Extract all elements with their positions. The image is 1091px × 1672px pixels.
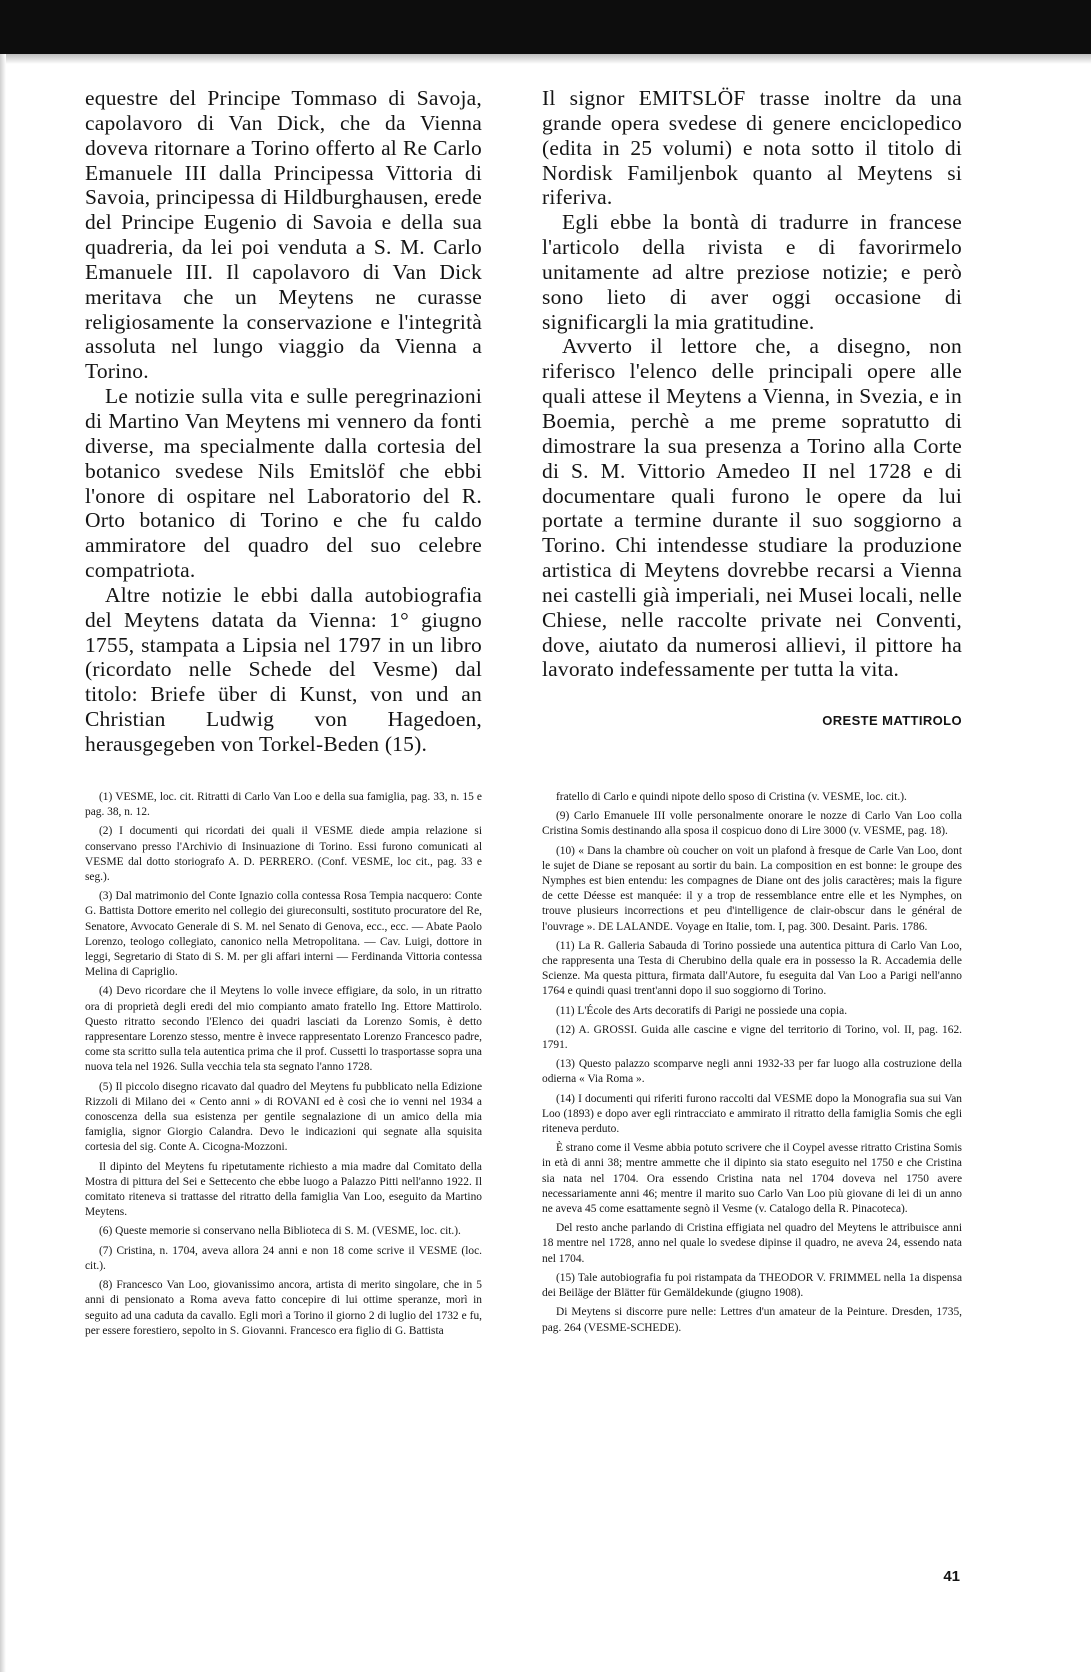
- left-page-edge: [0, 54, 6, 1672]
- footnote: (4) Devo ricordare che il Meytens lo volle invece effigiare, da solo, in un ritratto ora di proprietà degli eredi del mio compianto amato fratello Ing. Ettore Mattirolo. Questo ritratto secondo l'Elenco dei quadri lasciati da Lorenzo Somis, è detto rappresentare Lorenzo stesso, mentre è invece rappresentato Lorenzo Francesco padre, come sta scritto sulla tela autentica prima che il prof. Cussetti lo trasportasse sopra una nuova tela nel 1926. Sulla vecchia tela sta segnato l'anno 1728.: [85, 985, 482, 1074]
- paragraph: equestre del Principe Tommaso di Savoja, capolavoro di Van Dick, che da Vienna doveva ritornare a Torino offerto al Re Carlo Emanuele III dalla Principessa Vittoria di Savoia, principessa di Hildburghausen, erede del Principe Eugenio di Savoia e della sua quadreria, da lei poi venduta a S. M. Carlo Emanuele III. Il capolavoro di Van Dick meritava che un Meytens ne curasse religiosamente la conservazione e l'integrità assoluta nel lungo viaggio da Vienna a Torino.: [85, 86, 482, 384]
- footnote: (12) A. GROSSI. Guida alle cascine e vigne del territorio di Torino, vol. II, pag. 162. 1791.: [542, 1023, 962, 1052]
- footnote: (3) Dal matrimonio del Conte Ignazio colla contessa Rosa Tempia nacquero: Conte G. Battista Dottore emerito nel collegio dei giureconsulti, sostituto procuratore del Re, Senatore, Avvocato Generale di S. M. nel Senato di Genova, ecc., ecc. — Abate Paolo Lorenzo, teologo collegiato, canonico nella Metropolitana. — Cav. Luigi, dottore in leggi, Segretario di Stato di S. M. per gli affari interni — Ferdinanda Vittoria contessa Melina di Capriglio.: [85, 890, 482, 979]
- footnote: (1) VESME, loc. cit. Ritratti di Carlo Van Loo e della sua famiglia, pag. 33, n. 15 e pag. 38, n. 12.: [85, 791, 482, 819]
- paragraph: Avverto il lettore che, a disegno, non riferisco l'elenco delle principali opere alle quali attese il Meytens a Vienna, in Svezia, e in Boemia, perchè a me preme sopratutto di dimostrare la sua presenza a Torino alla Corte di S. M. Vittorio Amedeo II nel 1728 e di documentare quali furono le opere da lui portate a termine durante il suo soggiorno a Torino. Chi intendesse studiare la produzione artistica di Meytens dovrebbe recarsi a Vienna nei castelli già imperiali, nei Musei locali, nelle Chiese, nelle raccolte private nei Conventi, dove, aiutato da numerosi allievi, il pittore ha lavorato indefessamente per tutta la vita.: [542, 334, 962, 682]
- footnote: Il dipinto del Meytens fu ripetutamente richiesto a mia madre dal Comitato della Mostra di pittura del Sei e Settecento che ebbe luogo a Palazzo Pitti nell'anno 1922. Il comitato riteneva si trattasse del ritratto della famiglia Van Loo, eseguito da Martino Meytens.: [85, 1160, 482, 1219]
- paragraph: Egli ebbe la bontà di tradurre in francese l'articolo della rivista e di favorirmelo unitamente ad altre preziose notizie; e però sono lieto di aver oggi occasione di significargli la mia gratitudine.: [542, 210, 962, 334]
- footnote: (14) I documenti qui riferiti furono raccolti dal VESME dopo la Monografia sua sui Van Loo (1893) e dopo aver egli rintracciato e ammirato il ritratto della famiglia Somis che egli riteneva perduto.: [542, 1092, 962, 1136]
- top-shadow: [0, 54, 1091, 64]
- footnote: (9) Carlo Emanuele III volle personalmente onorare le nozze di Carlo Van Loo colla Cristina Somis destinando alla sposa il cospicuo dono di Lire 3000 (v. VESME, pag. 18).: [542, 810, 962, 838]
- footnote: (13) Questo palazzo scomparve negli anni 1932-33 per far luogo alla costruzione della odierna « Via Roma ».: [542, 1058, 962, 1086]
- footnote: (15) Tale autobiografia fu poi ristampata da THEODOR V. FRIMMEL nella 1a dispensa dei Beiläge der Blätter für Gemäldekunde (giugno 1908).: [542, 1271, 962, 1300]
- footnote: Del resto anche parlando di Cristina effigiata nel quadro del Meytens le attribuisce anni 18 mentre nel 1728, anno nel quale lo svedese dipinse il quadro, ne aveva 24, essendo nata nel 1704.: [542, 1222, 962, 1265]
- page-number: 41: [943, 1568, 960, 1585]
- main-text-left-column: [85, 86, 482, 757]
- author-signature: ORESTE MATTIROLO: [822, 713, 962, 728]
- footnote: (11) La R. Galleria Sabauda di Torino possiede una autentica pittura di Carlo Van Loo, che rappresenta una Testa di Cherubino della quale era in possesso la R. Accademia delle Scienze. Ma questa pittura, firmata dall'Autore, fu eseguita dal Van Loo a Parigi nell'anno 1764 e quindi quasi trent'anni dopo il suo soggiorno di Torino.: [542, 939, 962, 998]
- footnote: È strano come il Vesme abbia potuto scrivere che il Coypel avesse ritratto Cristina Somis in età di anni 38; mentre ammette che il dipinto sia stato eseguito nel 1750 e che Cristina sia nata nel 1704. Ora essendo Cristina nata nel 1704 doveva nel 1750 avere necessariamente anni 46; mentre il marito suo Carlo Van Loo più giovane di lei di un anno ne aveva 45 come esattamente segnò il Vesme (v. Catalogo della R. Pinacoteca).: [542, 1142, 962, 1216]
- footnote: (7) Cristina, n. 1704, aveva allora 24 anni e non 18 come scrive il VESME (loc. cit.).: [85, 1244, 482, 1272]
- footnote: (11) L'École des Arts decoratifs di Parigi ne possiede una copia.: [556, 1004, 848, 1017]
- footnote: (10) « Dans la chambre où coucher on voit un plafond à fresque de Carle Van Loo, dont le sujet de Diane se reposant au sortir du bain. La composition en est bonne: le groupe des Nymphes est bien entendu: les compagnes de Diane ont des jolis caractères; mais la figure de cette Déesse est manquée: il y a trop de ressemblance entre elle et les Nymphes, on trouve plusieurs incorrections et peu d'intelligence de clair-obscur dans le général de l'ouvrage ». DE LALANDE. Voyage en Italie, tom. I, pag. 300. Desaint. Paris. 1786.: [542, 844, 962, 933]
- paragraph: Altre notizie le ebbi dalla autobiografia del Meytens datata da Vienna: 1° giugno 1755, stampata a Lipsia nel 1797 in un libro (ricordato nelle Schede del Vesme) dal titolo: Briefe über di Kunst, von und an Christian Ludwig von Hagedoen, herausgegeben von Torkel-Beden (15).: [85, 582, 482, 756]
- footnote: (6) Queste memorie si conservano nella Biblioteca di S. M. (VESME, loc. cit.).: [99, 1225, 461, 1238]
- paragraph: Il signor EMITSLÖF trasse inoltre da una grande opera svedese di genere enciclopedico (edita in 25 volumi) e nota sotto il titolo di Nordisk Familjenbok quanto al Meytens si riferiva.: [542, 86, 962, 210]
- footnote: fratello di Carlo e quindi nipote dello sposo di Cristina (v. VESME, loc. cit.).: [556, 791, 907, 803]
- footnote: (2) I documenti qui ricordati dei quali il VESME diede ampia relazione si conservano presso l'Archivio di Insinuazione di Torino. Essi furono comunicati al VESME dal dotto storiografo A. D. PERRERO. (Conf. VESME, loc cit., pag. 33 e seg.).: [85, 825, 482, 884]
- footnotes-right-column: [542, 790, 962, 1340]
- footnote: Di Meytens si discorre pure nelle: Lettres d'un amateur de la Peinture. Dresden, 1735, pag. 264 (VESME-SCHEDE).: [542, 1306, 962, 1334]
- footnote: (5) Il piccolo disegno ricavato dal quadro del Meytens fu pubblicato nella Edizione Rizzoli di Milano dei « Cento anni » di ROVANI ed è così che io venni nel 1934 a conoscenza della sua esistenza per gentile segnalazione di un amico della mia famiglia, signor Giorgio Calandra. Devo le indicazioni qui segnate alla squisita cortesia del sig. Conte A. Cicogna-Mozzoni.: [85, 1080, 482, 1154]
- main-text-right-column: [542, 86, 962, 682]
- footnotes-left-column: [85, 790, 482, 1343]
- paragraph: Le notizie sulla vita e sulle peregrinazioni di Martino Van Meytens mi vennero da fonti diverse, ma specialmente dalla cortesia del botanico svedese Nils Emitslöf che ebbi l'onore di ospitare nel Laboratorio del R. Orto botanico di Torino e che fu caldo ammiratore del quadro del suo celebre compatriota.: [85, 384, 482, 583]
- top-dark-band: [0, 0, 1091, 54]
- footnote: (8) Francesco Van Loo, giovanissimo ancora, artista di merito singolare, che in 5 anni di pensionato a Roma aveva fatto concepire di lui ottime speranze, morì in seguito ad una caduta da cavallo. Egli morì a Torino il giorno 2 di luglio del 1732 e fu, per essere forestiero, sepolto in S. Giovanni. Francesco era figlio di G. Battista: [85, 1279, 482, 1337]
